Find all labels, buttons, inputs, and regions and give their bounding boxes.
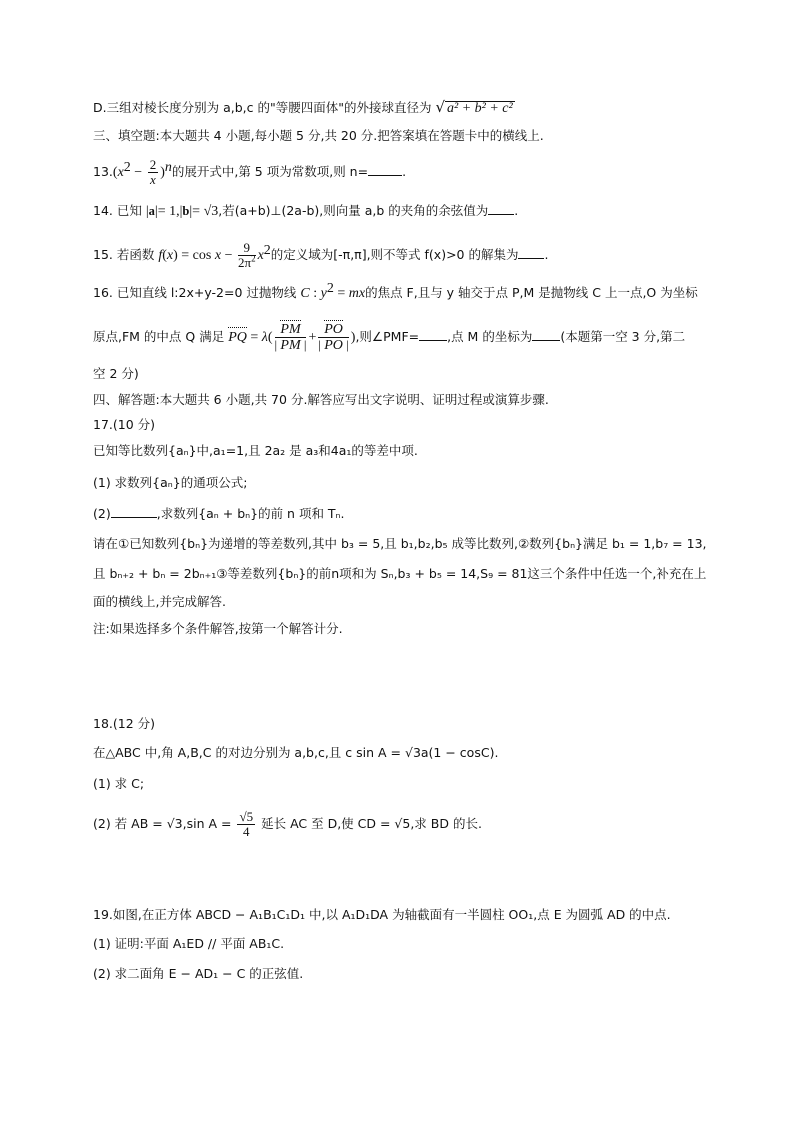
question-16-line-3: 空 2 分) xyxy=(93,366,139,381)
question-16-line-2: 原点,FM 的中点 Q 满足 PQ = λ( $\frac{PM}{| PM |}$ + $\frac{PO}{| PO |}$ ),则∠PMF= ,点 M 的坐标为 (本题第一空 3 分,第二 xyxy=(93,322,686,353)
option-d-formula: a² + b² + c² xyxy=(447,101,513,116)
q17-stem: 已知等比数列{aₙ}中,a₁=1,且 2a₂ 是 a₃和4a₁的等差中项. xyxy=(93,443,418,458)
q16-answer-blank-1[interactable] xyxy=(419,328,447,341)
q16-answer-blank-2[interactable] xyxy=(532,328,560,341)
q13-answer-blank[interactable] xyxy=(368,163,402,176)
question-14: 14. 已知 |a|= 1,|b|= √3,若(a+b)⊥(2a-b),则向量 a,b 的夹角的余弦值为 . xyxy=(93,203,519,219)
q15-answer-blank[interactable] xyxy=(518,246,544,259)
q17-conditions-line-2: 且 bₙ₊₂ + bₙ = 2bₙ₊₁③等差数列{bₙ}的前n项和为 Sₙ,b₃ + b₅ = 14,S₉ = 81这三个条件中任选一个,补充在上 xyxy=(93,566,707,581)
q18-frac-den: 4 xyxy=(243,824,250,839)
q14-answer-blank[interactable] xyxy=(488,202,514,215)
q17-part2-b: ,求数列{aₙ + bₙ}的前 n 项和 Tₙ. xyxy=(156,506,345,521)
q18-part2 xyxy=(93,810,482,839)
q15-tail: 的定义域为[-π,π],则不等式 f(x)>0 的解集为 xyxy=(270,247,519,262)
q14-mid: ,若(a+b)⊥(2a-b),则向量 a,b 的夹角的余弦值为 xyxy=(218,203,489,218)
q18-stem: 在△ABC 中,角 A,B,C 的对边分别为 a,b,c,且 c sin A = √3a(1 − cosC). xyxy=(93,745,499,760)
q17-title: 17.(10 分) xyxy=(93,417,156,432)
q18-part1: (1) 求 C; xyxy=(93,776,145,791)
section-4-heading: 四、解答题:本大题共 6 小题,共 70 分.解答应写出文字说明、证明过程或演算步骤. xyxy=(93,392,549,407)
q18-part2-a: (2) 若 AB = √3,sin A = xyxy=(93,816,232,831)
q17-conditions-line-3: 面的横线上,并完成解答. xyxy=(93,594,226,609)
q16-line2-d: (本题第一空 3 分,第二 xyxy=(560,329,686,344)
q13-tail: 的展开式中,第 5 项为常数项,则 n= xyxy=(171,164,369,179)
q16-line2-c: ,点 M 的坐标为 xyxy=(447,329,533,344)
question-16-line-1: 16. 已知直线 l:2x+y-2=0 过抛物线 C : $y^2$ = mx的焦点 F,且与 y 轴交于点 P,M 是抛物线 C 上一点,O 为坐标 xyxy=(93,280,698,301)
q16-line1-b: 的焦点 F,且与 y 轴交于点 P,M 是抛物线 C 上一点,O 为坐标 xyxy=(365,285,698,300)
q17-condition-blank[interactable] xyxy=(111,505,157,518)
q19-part2: (2) 求二面角 E − AD₁ − C 的正弦值. xyxy=(93,966,304,981)
q17-part2 xyxy=(93,505,345,522)
section-3-heading: 三、填空题:本大题共 4 小题,每小题 5 分,共 20 分.把答案填在答题卡中的横线上. xyxy=(93,128,544,143)
q14-prefix: 14. 已知 xyxy=(93,203,142,218)
q17-conditions-line-1: 请在①已知数列{bₙ}为递增的等差数列,其中 b₃ = 5,且 b₁,b₂,b₅ 成等比数列,②数列{bₙ}满足 b₁ = 1,b₇ = 13, xyxy=(93,536,707,551)
q18-frac-num: √5 xyxy=(239,809,254,824)
q17-part2-a: (2) xyxy=(93,506,111,521)
option-d-text: D.三组对棱长度分别为 a,b,c 的"等腰四面体"的外接球直径为 xyxy=(93,100,432,115)
q15-prefix: 15. 若函数 xyxy=(93,247,155,262)
q17-note: 注:如果选择多个条件解答,按第一个解答计分. xyxy=(93,621,343,636)
q18-title: 18.(12 分) xyxy=(93,716,156,731)
question-13: $13.(x^2$ − $\frac{2}{x}$ )$^n$的展开式中,第 5 项为常数项,则 n= . xyxy=(93,157,407,187)
q18-part2-b: 延长 AC 至 D,使 CD = √5,求 BD 的长. xyxy=(261,816,482,831)
question-15: 15. 若函数 f(x) = cos x − $\frac{9}{2\pi^2}$ $x^2$的定义域为[-π,π],则不等式 f(x)>0 的解集为 . xyxy=(93,240,549,270)
option-d: D.三组对棱长度分别为 a,b,c 的"等腰四面体"的外接球直径为 √ a² + b² + c² xyxy=(93,98,513,116)
q16-line1-a: 16. 已知直线 l:2x+y-2=0 过抛物线 xyxy=(93,285,297,300)
q17-part1: (1) 求数列{aₙ}的通项公式; xyxy=(93,475,248,490)
q19-part1: (1) 证明:平面 A₁ED // 平面 AB₁C. xyxy=(93,936,285,951)
q13-prefix: 13. xyxy=(93,164,113,179)
q19-stem: 19.如图,在正方体 ABCD − A₁B₁C₁D₁ 中,以 A₁D₁DA 为轴截面有一半圆柱 OO₁,点 E 为圆弧 AD 的中点. xyxy=(93,907,671,922)
q16-line2-a: 原点,FM 的中点 Q 满足 xyxy=(93,329,225,344)
q16-line2-b: ,则∠PMF= xyxy=(355,329,420,344)
